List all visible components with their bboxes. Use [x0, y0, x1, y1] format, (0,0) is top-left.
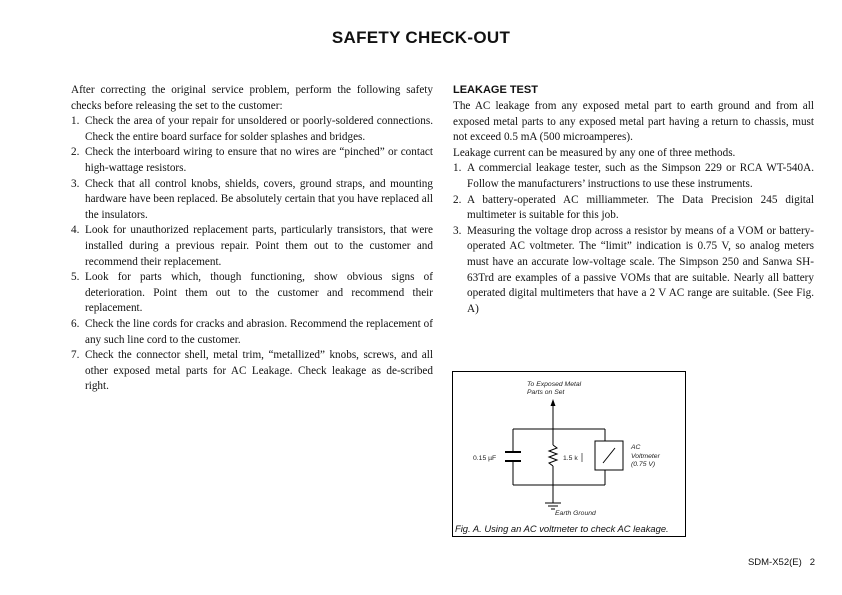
intro-paragraph: After correcting the original service problem, perform the following safety checks before releasing the set to the customer:	[71, 84, 433, 112]
page-title: SAFETY CHECK-OUT	[331, 28, 511, 47]
methods-list	[453, 161, 814, 317]
top-label-line2: Parts on Set	[527, 389, 565, 396]
page-footer	[748, 557, 815, 568]
check-number: 3.	[71, 177, 80, 190]
check-text: Check the interboard wiring to ensure that no wires are “pinched” or contact high-wattage resistors.	[85, 146, 433, 174]
method-text: Measuring the voltage drop across a resistor by means of a VOM or battery-operated AC voltmeter. The “limit” indication is 0.75 V, so analog meters must have an accurate low-voltage scale. The Simpson 250 and Sanwa SH-63Trd are examples of a passive VOMs that are suitable. Nearly all battery operated digital multimeters that have a 2 V AC range are suitable. (See Fig. A)	[467, 224, 814, 315]
resistor-label: 1.5 k	[563, 455, 578, 462]
check-item	[71, 348, 433, 395]
check-item	[71, 270, 433, 317]
check-item	[71, 223, 433, 270]
check-text: Check the area of your repair for unsoldered or poorly-soldered connections. Check the entire board surface for solder splashes and bridges.	[85, 115, 433, 143]
safety-checks-list	[71, 114, 433, 395]
method-item	[453, 161, 814, 192]
figure-caption: Fig. A. Using an AC voltmeter to check AC leakage.	[455, 523, 669, 534]
method-item	[453, 224, 814, 318]
model-number: SDM-X52(E)	[747, 557, 802, 568]
leakage-test-heading: LEAKAGE TEST	[453, 84, 538, 96]
check-number: 2.	[71, 146, 80, 159]
check-number: 1.	[71, 115, 80, 128]
method-number: 2.	[453, 193, 462, 206]
top-label-line1: To Exposed Metal	[527, 381, 582, 388]
method-text: A battery-operated AC milliammeter. The Data Precision 245 digital multimeter is suitable for this job.	[467, 193, 814, 222]
capacitor-label: 0.15 µF	[473, 455, 497, 462]
left-column	[71, 83, 433, 395]
check-number: 7.	[71, 349, 80, 362]
check-item	[71, 114, 433, 145]
check-text: Look for unauthorized replacement parts, particularly transistors, that were installed during a previous repair. Point them out to the customer and recommend their replacement.	[85, 224, 433, 268]
method-item	[453, 193, 814, 224]
check-item	[71, 177, 433, 224]
check-text: Check the line cords for cracks and abrasion. Recommend the replacement of any such line cord to the customer.	[85, 317, 433, 346]
probe-arrow-icon	[551, 399, 556, 406]
ground-label: Earth Ground	[555, 510, 596, 517]
resistor-icon	[549, 445, 557, 466]
right-column	[453, 83, 814, 317]
method-text: A commercial leakage tester, such as the Simpson 229 or RCA WT-540A. Follow the manufacturers’ instructions to use these instruments.	[467, 162, 814, 190]
figure-a	[452, 371, 686, 537]
leakage-paragraph: The AC leakage from any exposed metal part to earth ground and from all exposed metal parts to any exposed metal part having a return to chassis, must not exceed 0.5 mA (500 microamperes).	[453, 100, 814, 144]
meter-label-range: (0.75 V)	[631, 461, 656, 468]
meter-label-ac: AC	[631, 444, 641, 451]
check-text: Check that all control knobs, shields, covers, ground straps, and mounting hardware have been replaced. Be absolutely certain that you have replaced all the insulators.	[85, 177, 433, 221]
meter-label-voltmeter: Voltmeter	[631, 453, 660, 460]
check-number: 5.	[71, 271, 80, 284]
methods-intro: Leakage current can be measured by any one of three methods.	[453, 146, 736, 159]
check-item	[71, 145, 433, 176]
method-number: 3.	[453, 224, 462, 237]
page-number: 2	[809, 557, 815, 568]
check-number: 6.	[71, 317, 80, 330]
check-number: 4.	[71, 224, 80, 237]
leakage-circuit-diagram	[453, 372, 685, 536]
check-text: Check the connector shell, metal trim, “metallized” knobs, screws, and all other exposed metal parts for AC Leakage. Check leakage as de-scribed right.	[85, 349, 433, 393]
method-number: 1.	[453, 162, 462, 175]
check-item	[71, 317, 433, 348]
check-text: Look for parts which, though functioning, show obvious signs of deterioration. Point them out to the customer and recommend their replacement.	[85, 271, 433, 315]
